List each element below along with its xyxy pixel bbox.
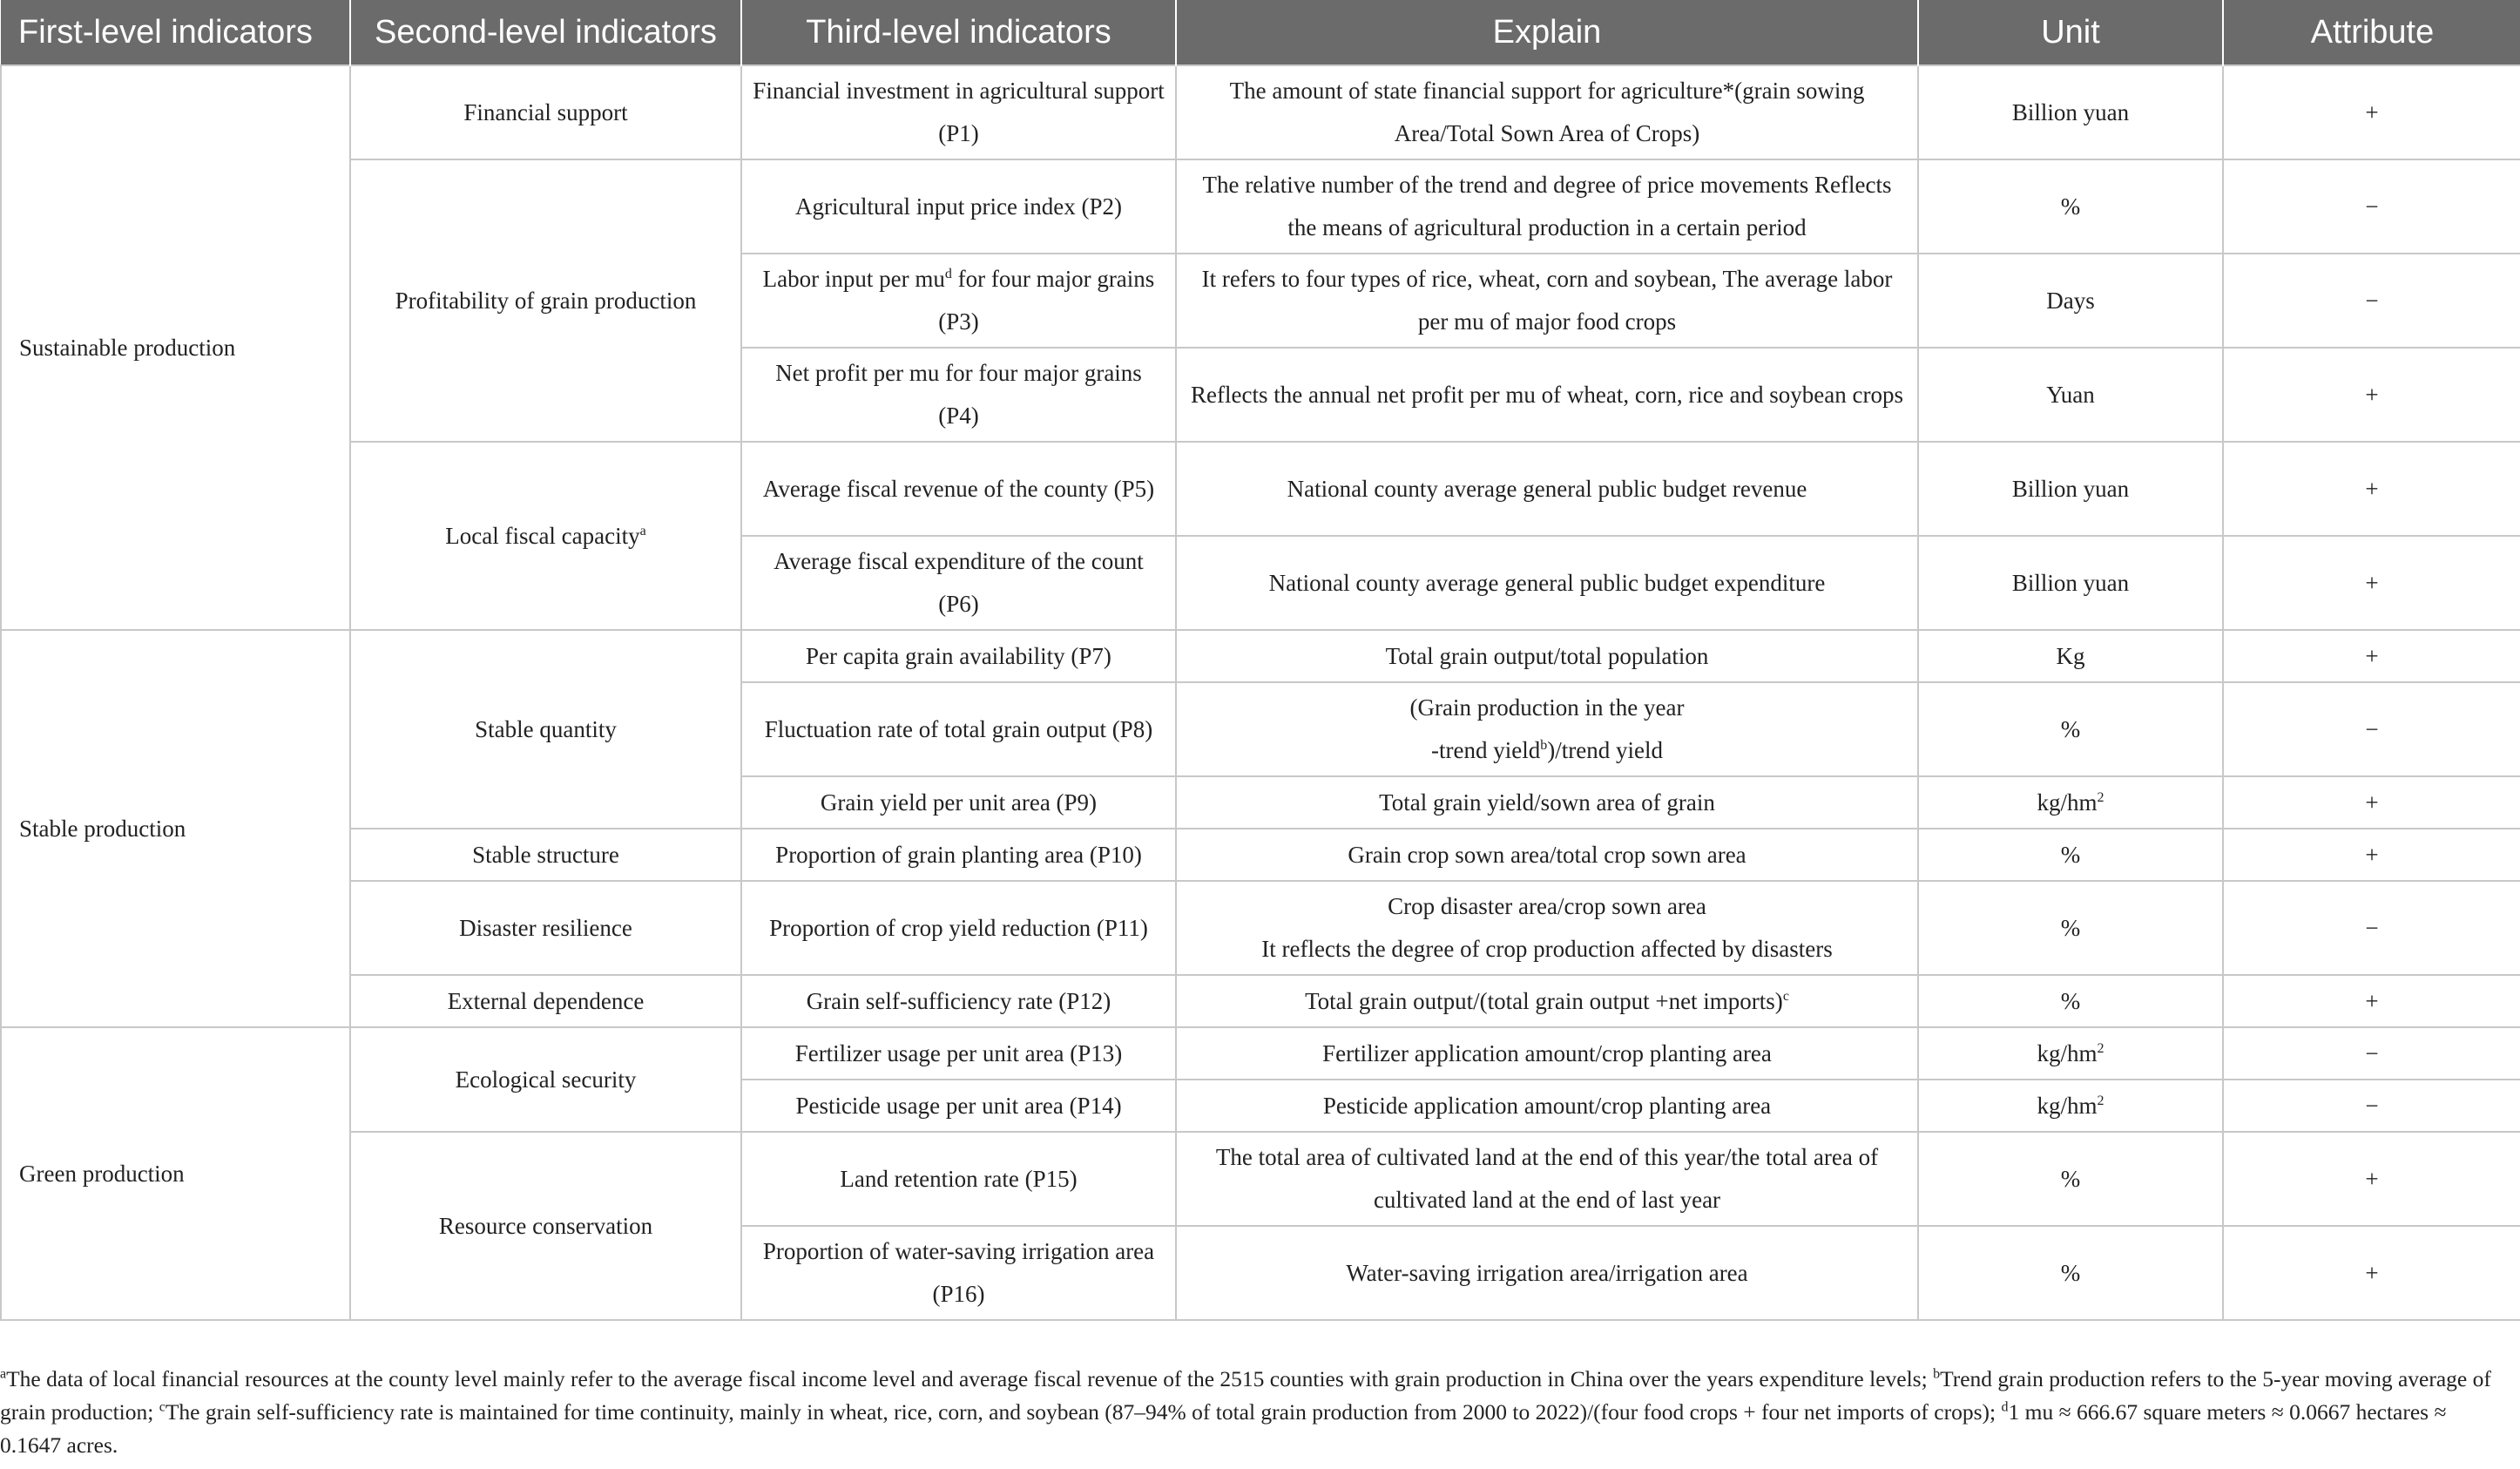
third-level-text-cont: for four major grains (P3) — [938, 266, 1155, 335]
third-level-cell: Grain self-sufficiency rate (P12) — [741, 975, 1176, 1027]
explain-text: -trend yield — [1431, 737, 1541, 763]
second-level-cell: Ecological security — [350, 1027, 741, 1132]
unit-cell — [1918, 1080, 2223, 1132]
attribute-cell: + — [2223, 630, 2520, 682]
second-level-text: Local fiscal capacity — [445, 522, 640, 549]
unit-cell: % — [1918, 159, 2223, 254]
first-level-cell: Stable production — [1, 630, 350, 1027]
explain-cell: The amount of state financial support for agriculture*(grain sowing Area/Total Sown Area of Crops) — [1176, 65, 1918, 159]
header-row — [1, 0, 2520, 65]
table-row — [1, 881, 2520, 975]
first-level-cell: Sustainable production — [1, 65, 350, 630]
explain-cell — [1176, 682, 1918, 776]
explain-line — [1187, 729, 1907, 772]
attribute-cell: + — [2223, 776, 2520, 829]
footnote-marker-b: b — [1540, 738, 1548, 753]
attribute-cell: − — [2223, 881, 2520, 975]
second-level-cell: Financial support — [350, 65, 741, 159]
explain-line: (Grain production in the year — [1409, 694, 1685, 721]
attribute-cell: + — [2223, 829, 2520, 881]
explain-cell — [1176, 881, 1918, 975]
explain-cell: The total area of cultivated land at the end of this year/the total area of cultivated land at the end of last year — [1176, 1132, 1918, 1226]
table-row — [1, 975, 2520, 1027]
unit-cell: % — [1918, 829, 2223, 881]
third-level-cell: Grain yield per unit area (P9) — [741, 776, 1176, 829]
footnote-marker-b: b — [1933, 1366, 1941, 1382]
unit-text: kg/hm — [2037, 1092, 2098, 1119]
footnote-d-text: 1 mu ≈ 666.67 square meters ≈ 0.0667 hectares ≈ 0.1647 acres. — [0, 1399, 2447, 1458]
unit-cell — [1918, 776, 2223, 829]
unit-text: kg/hm — [2037, 789, 2098, 816]
attribute-cell: + — [2223, 65, 2520, 159]
attribute-cell: − — [2223, 159, 2520, 254]
unit-exponent: 2 — [2097, 789, 2105, 805]
attribute-cell: − — [2223, 1080, 2520, 1132]
third-level-cell — [741, 254, 1176, 348]
explain-cell — [1176, 975, 1918, 1027]
table-row — [1, 630, 2520, 682]
explain-cell: Reflects the annual net profit per mu of wheat, corn, rice and soybean crops — [1176, 348, 1918, 442]
explain-cell: Total grain yield/sown area of grain — [1176, 776, 1918, 829]
attribute-cell: + — [2223, 442, 2520, 536]
third-level-cell: Pesticide usage per unit area (P14) — [741, 1080, 1176, 1132]
footnote-marker-d: d — [944, 267, 952, 281]
unit-cell: Billion yuan — [1918, 65, 2223, 159]
third-level-text: Labor input per mu — [762, 266, 945, 292]
third-level-cell: Per capita grain availability (P7) — [741, 630, 1176, 682]
explain-cell: Grain crop sown area/total crop sown area — [1176, 829, 1918, 881]
col-header-third-level: Third-level indicators — [741, 0, 1176, 65]
unit-cell: Kg — [1918, 630, 2223, 682]
unit-cell: Yuan — [1918, 348, 2223, 442]
explain-cell: National county average general public budget revenue — [1176, 442, 1918, 536]
third-level-cell: Average fiscal revenue of the county (P5) — [741, 442, 1176, 536]
explain-cell: It refers to four types of rice, wheat, corn and soybean, The average labor per mu of major food crops — [1176, 254, 1918, 348]
second-level-cell: Stable quantity — [350, 630, 741, 829]
unit-text: kg/hm — [2037, 1039, 2098, 1066]
explain-text-cont: )/trend yield — [1547, 737, 1663, 763]
footnote-marker-a: a — [639, 523, 646, 538]
second-level-cell: Disaster resilience — [350, 881, 741, 975]
footnote-marker-c: c — [159, 1399, 166, 1415]
explain-cell: Fertilizer application amount/crop planting area — [1176, 1027, 1918, 1080]
explain-line: Crop disaster area/crop sown area — [1388, 893, 1706, 919]
unit-exponent: 2 — [2097, 1093, 2105, 1108]
explain-cell: Total grain output/total population — [1176, 630, 1918, 682]
unit-cell: % — [1918, 881, 2223, 975]
col-header-attribute: Attribute — [2223, 0, 2520, 65]
footnote-c-text: The grain self-sufficiency rate is maintained for time continuity, mainly in wheat, rice, corn, and soybean (87–94% of total grain production from 2000 to 2022)/(four food crops + four net imports of crops); — [165, 1399, 2002, 1425]
attribute-cell: + — [2223, 348, 2520, 442]
attribute-cell: − — [2223, 254, 2520, 348]
footnote-marker-a: a — [0, 1366, 7, 1382]
table-row — [1, 1132, 2520, 1226]
attribute-cell: + — [2223, 536, 2520, 630]
unit-cell: % — [1918, 975, 2223, 1027]
table-row — [1, 442, 2520, 536]
third-level-cell: Proportion of crop yield reduction (P11) — [741, 881, 1176, 975]
third-level-cell: Financial investment in agricultural support (P1) — [741, 65, 1176, 159]
third-level-cell: Average fiscal expenditure of the count (P6) — [741, 536, 1176, 630]
table-footnote — [0, 1363, 2509, 1462]
unit-cell: % — [1918, 1226, 2223, 1320]
attribute-cell: − — [2223, 682, 2520, 776]
first-level-cell: Green production — [1, 1027, 350, 1320]
footnote-b-text: Trend grain production refers to the 5-year moving average of grain production; — [0, 1366, 2491, 1425]
table-row — [1, 829, 2520, 881]
table-row — [1, 1027, 2520, 1080]
footnote-a-text: The data of local financial resources at the county level mainly refer to the average fiscal income level and average fiscal revenue of the 2515 counties with grain production in China over the years expenditure levels; — [6, 1366, 1934, 1391]
third-level-cell: Agricultural input price index (P2) — [741, 159, 1176, 254]
third-level-cell: Net profit per mu for four major grains (P4) — [741, 348, 1176, 442]
attribute-cell: + — [2223, 975, 2520, 1027]
second-level-cell: Resource conservation — [350, 1132, 741, 1320]
third-level-cell: Fluctuation rate of total grain output (P8) — [741, 682, 1176, 776]
third-level-cell: Proportion of water-saving irrigation area (P16) — [741, 1226, 1176, 1320]
unit-cell: Billion yuan — [1918, 536, 2223, 630]
col-header-first-level: First-level indicators — [1, 0, 350, 65]
col-header-unit: Unit — [1918, 0, 2223, 65]
explain-cell: The relative number of the trend and degree of price movements Reflects the means of agricultural production in a certain period — [1176, 159, 1918, 254]
unit-exponent: 2 — [2097, 1040, 2105, 1056]
attribute-cell: − — [2223, 1027, 2520, 1080]
explain-cell: Water-saving irrigation area/irrigation area — [1176, 1226, 1918, 1320]
footnote-marker-d: d — [2001, 1399, 2009, 1415]
table-row — [1, 159, 2520, 254]
explain-cell: National county average general public budget expenditure — [1176, 536, 1918, 630]
third-level-cell: Fertilizer usage per unit area (P13) — [741, 1027, 1176, 1080]
third-level-cell: Land retention rate (P15) — [741, 1132, 1176, 1226]
col-header-second-level: Second-level indicators — [350, 0, 741, 65]
second-level-cell — [350, 442, 741, 630]
third-level-cell: Proportion of grain planting area (P10) — [741, 829, 1176, 881]
second-level-cell: Profitability of grain production — [350, 159, 741, 442]
second-level-cell: Stable structure — [350, 829, 741, 881]
unit-cell: Days — [1918, 254, 2223, 348]
unit-cell: % — [1918, 682, 2223, 776]
explain-line: It reflects the degree of crop production affected by disasters — [1261, 936, 1833, 962]
explain-text: Total grain output/(total grain output +net imports) — [1305, 987, 1783, 1014]
attribute-cell: + — [2223, 1226, 2520, 1320]
explain-cell: Pesticide application amount/crop planting area — [1176, 1080, 1918, 1132]
unit-cell — [1918, 1027, 2223, 1080]
unit-cell: % — [1918, 1132, 2223, 1226]
footnote-marker-c: c — [1782, 988, 1789, 1004]
unit-cell: Billion yuan — [1918, 442, 2223, 536]
second-level-cell: External dependence — [350, 975, 741, 1027]
attribute-cell: + — [2223, 1132, 2520, 1226]
col-header-explain: Explain — [1176, 0, 1918, 65]
table-row — [1, 65, 2520, 159]
